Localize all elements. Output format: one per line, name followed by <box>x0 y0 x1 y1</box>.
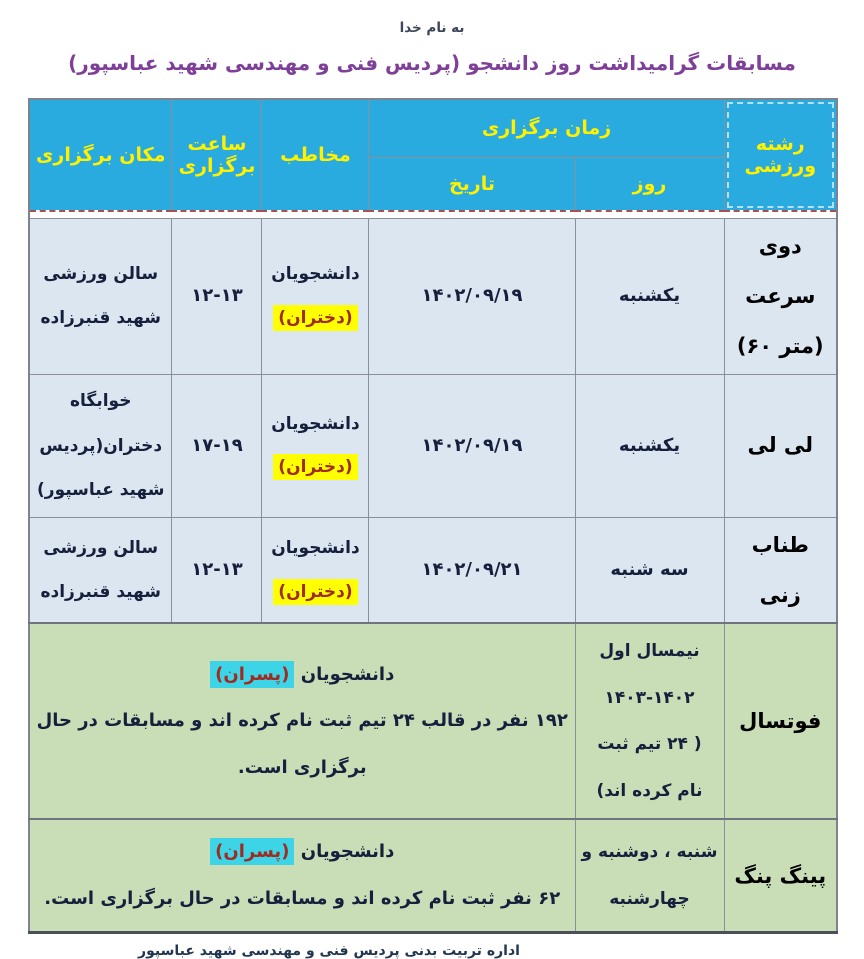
header-time-group: زمان برگزاری <box>369 99 724 157</box>
futsal-detail-cell <box>29 623 575 819</box>
bismillah-text: به نام خدا <box>399 20 465 36</box>
hour-cell: ۱۷-۱۹ <box>172 374 262 517</box>
table-row-futsal <box>29 623 837 819</box>
audience-boys-highlight: (پسران) <box>210 838 294 865</box>
audience-boys-highlight: (پسران) <box>210 661 294 688</box>
semester-line1: نیمسال اول <box>599 640 700 661</box>
table-row-rope-jumping <box>29 517 837 623</box>
day-cell: یکشنبه <box>575 374 724 517</box>
detail-line1: ۱۹۲ نفر در قالب ۲۴ تیم ثبت نام کرده اند و مسابقات در حال <box>36 710 568 732</box>
header-hour-line2: برگزاری <box>178 155 256 177</box>
audience-prefix: دانشجویان <box>300 841 395 863</box>
hour-cell: ۱۲-۱۳ <box>172 218 262 374</box>
header-hour-line1: ساعت <box>187 133 247 155</box>
date-cell: ۱۴۰۲/۰۹/۱۹ <box>369 218 575 374</box>
date-cell: ۱۴۰۲/۰۹/۱۹ <box>369 374 575 517</box>
audience-girls-highlight: (دختران) <box>273 305 357 331</box>
table-row-ping-pong <box>29 819 837 932</box>
hour-cell: ۱۲-۱۳ <box>172 517 262 623</box>
competition-schedule-table <box>28 98 838 934</box>
header-venue: مکان برگزاری <box>29 99 172 211</box>
page-title: مسابقات گرامیداشت روز دانشجو (پردیس فنی و مهندسی شهید عباسپور) <box>68 51 796 75</box>
sport-name-cell: پینگ پنگ <box>724 819 837 932</box>
page-break-dashes <box>29 211 837 218</box>
venue-cell: خوابگاه دختران(پردیس شهید عباسپور) <box>29 374 172 517</box>
header-date: تاریخ <box>369 157 575 211</box>
header-audience: مخاطب <box>262 99 369 211</box>
semester-schedule-cell <box>575 623 724 819</box>
table-row-sprint <box>29 218 837 374</box>
audience-line1: دانشجویان <box>271 264 360 285</box>
pingpong-detail-cell <box>29 819 575 932</box>
day-cell: سه شنبه <box>575 517 724 623</box>
audience-line1: دانشجویان <box>271 413 360 434</box>
detail-line1: ۶۲ نفر ثبت نام کرده اند و مسابقات در حال برگزاری است. <box>44 887 561 909</box>
audience-cell <box>262 517 369 623</box>
date-cell: ۱۴۰۲/۰۹/۲۱ <box>369 517 575 623</box>
header-sport: رشته ورزشی <box>724 99 837 211</box>
audience-girls-highlight: (دختران) <box>273 454 357 480</box>
header-hour <box>172 99 262 211</box>
audience-cell <box>262 374 369 517</box>
table-row-leyli <box>29 374 837 517</box>
semester-line2: ۱۴۰۳-۱۴۰۲ <box>604 687 695 708</box>
audience-girls-highlight: (دختران) <box>273 579 357 605</box>
audience-line1: دانشجویان <box>271 538 360 559</box>
footer-office-text: اداره تربیت بدنی پردیس فنی و مهندسی شهید عباسپور <box>138 943 520 959</box>
sport-name-cell <box>724 218 837 374</box>
detail-line2: برگزاری است. <box>237 756 367 778</box>
sport-name-line1: دوی سرعت <box>745 233 816 308</box>
audience-cell <box>262 218 369 374</box>
sport-name-line2: (۶۰ متر) <box>736 334 824 359</box>
semester-line4: نام کرده اند) <box>596 781 703 802</box>
header-day: روز <box>575 157 724 211</box>
venue-cell: سالن ورزشی شهید قنبرزاده <box>29 218 172 374</box>
audience-prefix: دانشجویان <box>300 663 395 685</box>
days-cell: شنبه ، دوشنبه و چهارشنبه <box>575 819 724 932</box>
sport-name-cell: فوتسال <box>724 623 837 819</box>
sport-name-cell: طناب زنی <box>724 517 837 623</box>
venue-cell: سالن ورزشی شهید قنبرزاده <box>29 517 172 623</box>
sport-name-cell: لی لی <box>724 374 837 517</box>
semester-line3: ( ۲۴ تیم ثبت <box>597 734 702 755</box>
day-cell: یکشنبه <box>575 218 724 374</box>
